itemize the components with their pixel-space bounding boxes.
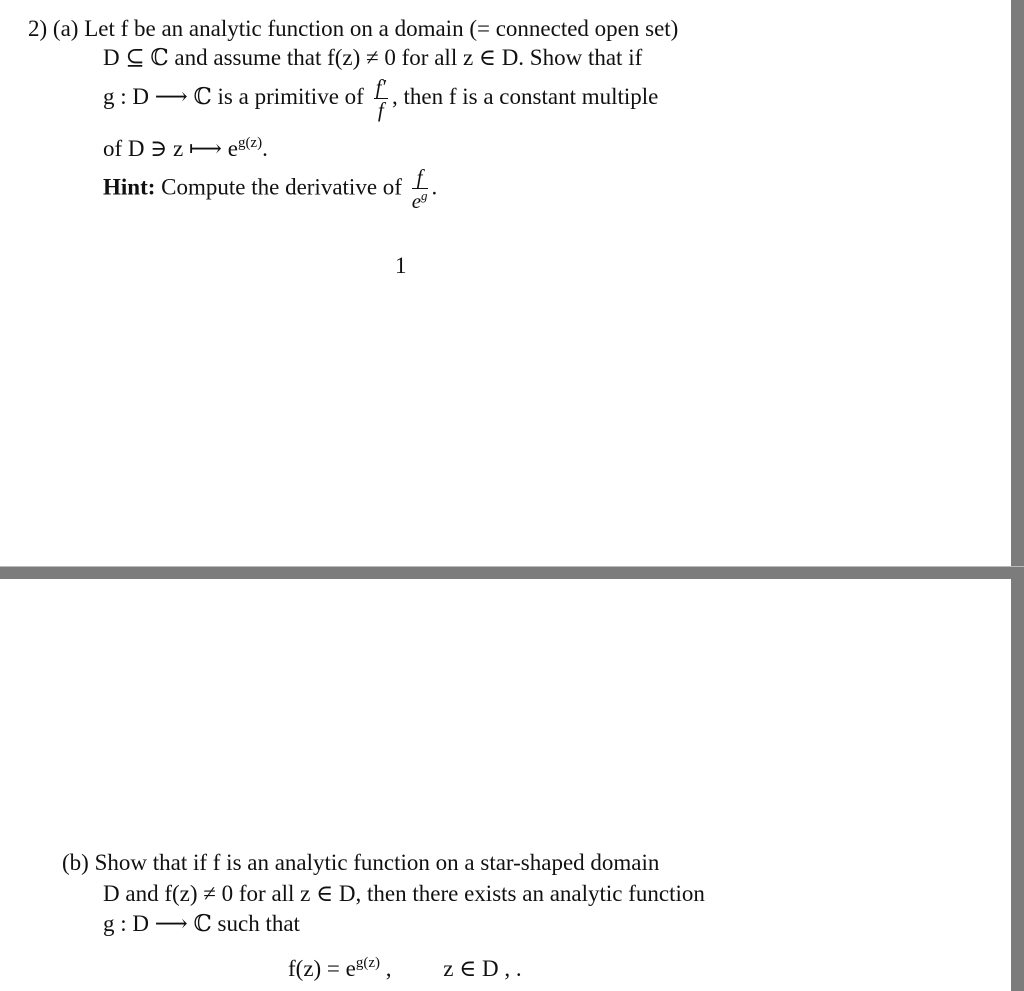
part-a-label: (a)	[52, 16, 79, 41]
text: ,	[385, 956, 392, 981]
exponent: g	[421, 188, 428, 204]
display-formula	[288, 956, 522, 980]
problem-number: 2)	[28, 16, 48, 41]
text: .	[431, 174, 438, 200]
part-b-label: (b)	[62, 850, 89, 875]
text: Let f be an analytic function on a domain (= connected open set)	[84, 16, 679, 41]
base: e	[411, 189, 422, 214]
part-a-line1	[28, 17, 678, 40]
exponent: g(z)	[355, 955, 381, 971]
part-b-line1	[62, 851, 659, 874]
exponent: g(z)	[237, 135, 263, 151]
part-b-line3: g : D ⟶ ℂ such that	[103, 911, 300, 936]
fraction-f-over-eg	[412, 166, 428, 212]
text: g : D ⟶ ℂ is a primitive of	[103, 83, 364, 109]
denominator: f	[377, 98, 384, 123]
text: Show that if f is an analytic function on a star-shaped domain	[94, 850, 660, 875]
text: .	[262, 136, 268, 161]
hint-text: Compute the derivative of	[161, 174, 402, 200]
part-a-line2: D ⊆ ℂ and assume that f(z) ≠ 0 for all z ∈ D. Show that if	[103, 45, 643, 70]
part-b-line2: D and f(z) ≠ 0 for all z ∈ D, then there exists an analytic function	[103, 881, 705, 906]
part-a-line3	[103, 76, 658, 121]
numerator: f	[412, 166, 428, 189]
fraction-f-prime-over-f	[374, 76, 388, 121]
hint-line	[103, 166, 437, 212]
text: , then f is a constant multiple	[392, 83, 659, 109]
page-number: 1	[395, 253, 407, 278]
part-a-line4	[103, 136, 268, 160]
denominator	[412, 189, 428, 212]
page-separator	[0, 566, 1024, 579]
hint-label: Hint:	[103, 174, 156, 200]
page-scrollbar-edge	[1011, 0, 1024, 991]
text: of D ∋ z ⟼ e	[103, 136, 238, 161]
numerator: f′	[375, 75, 386, 99]
formula-lhs: f(z) = e	[288, 956, 356, 981]
formula-domain: z ∈ D , .	[443, 956, 522, 981]
